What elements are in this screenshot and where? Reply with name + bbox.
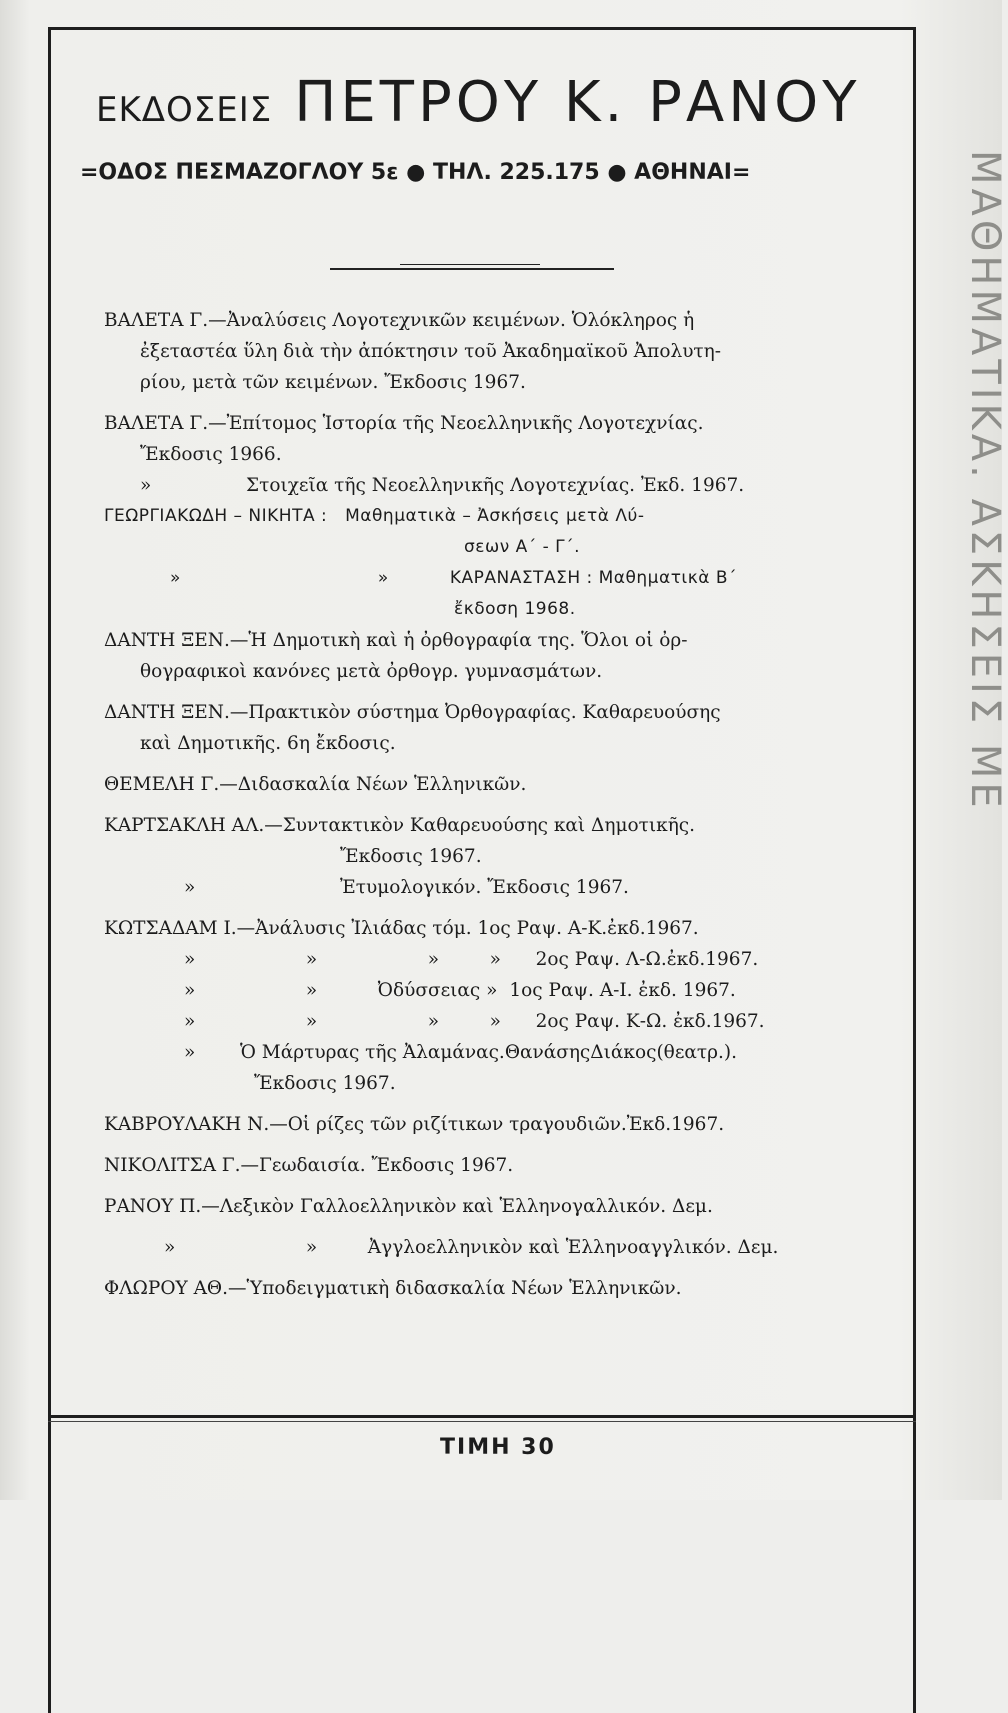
list-item — [104, 1037, 910, 1068]
list-item: ΘΕΜΕΛΗ Γ.—Διδασκαλία Νέων Ἑλληνικῶν. — [104, 774, 527, 795]
separator-line-short — [400, 264, 540, 265]
list-item — [104, 975, 910, 1006]
ditto-mark: » — [427, 949, 440, 970]
list-item-text: Ἐτυμολογικόν. Ἔκδοσις 1967. — [340, 877, 629, 898]
list-item-text: Μαθηματικὰ – Ἀσκήσεις μετὰ Λύ- — [345, 506, 645, 526]
list-item — [104, 1006, 910, 1037]
list-item: θογραφικοὶ κανόνες μετὰ ὀρθογρ. γυμνασμάτων. — [140, 661, 603, 682]
ditto-mark: » — [305, 1237, 318, 1258]
ditto-mark: » — [184, 877, 196, 898]
list-item — [104, 1232, 910, 1263]
ditto-mark: » — [305, 1011, 318, 1032]
list-item: ΚΑΡΤΣΑΚΛΗ ΑΛ.—Συντακτικὸν Καθαρευούσης καὶ Δημοτικῆς. — [104, 815, 696, 836]
list-item: ΔΑΝΤΗ ΞΕΝ.—Πρακτικὸν σύστημα Ὀρθογραφίας. Καθαρευούσης — [104, 702, 721, 723]
list-item: ΚΑΒΡΟΥΛΑΚΗ Ν.—Οἱ ρίζες τῶν ριζίτικων τραγουδιῶν.Ἐκδ.1967. — [104, 1114, 725, 1135]
list-item: καὶ Δημοτικῆς. 6η ἔκδοσις. — [140, 733, 396, 754]
list-item: ΒΑΛΕΤΑ Γ.—Ἀναλύσεις Λογοτεχνικῶν κειμένων. Ὁλόκληρος ἡ — [104, 310, 695, 331]
ditto-mark: » — [140, 475, 152, 496]
catalog-list — [104, 305, 910, 1304]
list-item-text: Ὀδύσσειας » — [377, 980, 498, 1001]
separator-line — [330, 268, 614, 270]
list-item: Ἔκδοσις 1966. — [140, 444, 282, 465]
list-item-text: 2ος Ραψ. Κ-Ω. ἐκδ.1967. — [535, 1011, 765, 1032]
list-item — [104, 563, 910, 594]
ditto-mark: » — [184, 980, 196, 1001]
list-item-text: ΚΑΡΑΝΑΣΤΑΣΗ : Μαθηματικὰ Β΄ — [449, 568, 737, 588]
list-item: ΦΛΩΡΟΥ ΑΘ.—Ὑποδειγματικὴ διδασκαλία Νέων Ἑλληνικῶν. — [104, 1278, 682, 1299]
list-item: ρίου, μετὰ τῶν κειμένων. Ἔκδοσις 1967. — [140, 372, 526, 393]
ditto-mark: » — [164, 1237, 176, 1258]
list-item — [104, 872, 910, 903]
ditto-mark: » — [184, 949, 196, 970]
list-item-text: 1ος Ραψ. Α-Ι. ἐκδ. 1967. — [509, 980, 736, 1001]
ditto-mark: » — [489, 1011, 501, 1032]
ditto-mark: » — [184, 1042, 196, 1063]
ditto-mark: » — [427, 1011, 440, 1032]
list-item — [104, 944, 910, 975]
bottom-rule — [48, 1415, 916, 1418]
ditto-mark: » — [305, 980, 318, 1001]
list-item: ΡΑΝΟΥ Π.—Λεξικὸν Γαλλοελληνικὸν καὶ Ἑλληνογαλλικόν. Δεμ. — [104, 1196, 713, 1217]
list-item: ΒΑΛΕΤΑ Γ.—Ἐπίτομος Ἱστορία τῆς Νεοελληνικῆς Λογοτεχνίας. — [104, 413, 704, 434]
side-spine-text: ΜΑΘΗΜΑΤΙΚΑ. ΑΣΚΗΣΕΙΣ ΜΕ — [962, 150, 1008, 812]
ditto-mark: » — [305, 949, 318, 970]
publisher-name: ΠΕΤΡΟΥ Κ. ΡΑΝΟΥ — [294, 70, 861, 135]
list-item: σεων Α΄ - Γ΄. — [464, 537, 581, 557]
ditto-mark: » — [184, 1011, 196, 1032]
author-name: ΓΕΩΡΓΙΑΚΩΔΗ – ΝΙΚΗΤΑ : — [104, 506, 328, 526]
list-item: Ἔκδοσις 1967. — [254, 1073, 396, 1094]
list-item: ΔΑΝΤΗ ΞΕΝ.—Ἡ Δημοτικὴ καὶ ἡ ὀρθογραφία της. Ὅλοι οἱ ὀρ- — [104, 630, 688, 651]
ditto-mark: » — [170, 568, 181, 588]
list-item-text: Ὁ Μάρτυρας τῆς Ἀλαμάνας.ΘανάσηςΔιάκος(θεατρ.). — [240, 1042, 737, 1063]
publisher-title — [96, 70, 896, 160]
list-item-text: Ἀγγλοελληνικὸν καὶ Ἑλληνοαγγλικόν. Δεμ. — [367, 1237, 779, 1258]
publisher-address: =ΟΔΟΣ ΠΕΣΜΑΖΟΓΛΟΥ 5ε ● ΤΗΛ. 225.175 ● ΑΘΗΝΑΙ= — [80, 160, 751, 185]
list-item — [104, 470, 910, 501]
list-item: Ἔκδοσις 1967. — [340, 846, 482, 867]
list-item: ἔκδοση 1968. — [454, 599, 576, 619]
price-label: ΤΙΜΗ 30 — [440, 1435, 556, 1460]
list-item-text: Στοιχεῖα τῆς Νεοελληνικῆς Λογοτεχνίας. Ἐκδ. 1967. — [246, 475, 745, 496]
ditto-mark: » — [489, 949, 501, 970]
list-item-text: 2ος Ραψ. Λ-Ω.ἐκδ.1967. — [535, 949, 759, 970]
bottom-rule-thin — [48, 1421, 916, 1422]
list-item — [104, 501, 910, 532]
list-item: ΝΙΚΟΛΙΤΣΑ Γ.—Γεωδαισία. Ἔκδοσις 1967. — [104, 1155, 514, 1176]
publisher-label: ΕΚΔΟΣΕΙΣ — [96, 90, 273, 130]
list-item: ἐξεταστέα ὕλη διὰ τὴν ἀπόκτησιν τοῦ Ἀκαδημαϊκοῦ Ἀπολυτη- — [140, 341, 722, 362]
ditto-mark: » — [377, 568, 389, 588]
list-item: ΚΩΤΣΑΔΑΜ Ι.—Ἀνάλυσις Ἰλιάδας τόμ. 1ος Ραψ. Α-Κ.ἐκδ.1967. — [104, 918, 699, 939]
